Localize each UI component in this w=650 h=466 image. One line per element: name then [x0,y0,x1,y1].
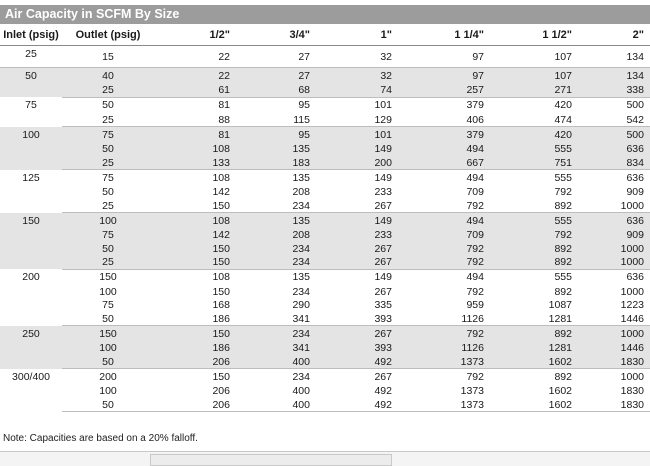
capacity-cell: 420 [486,127,574,143]
capacity-cell: 492 [312,398,394,412]
capacity-cell: 1000 [574,199,650,213]
header-inlet: Inlet (psig) [0,24,62,46]
capacity-cell: 892 [486,256,574,270]
capacity-cell: 61 [154,84,232,98]
capacity-cell: 81 [218,99,230,112]
outlet-cell: 100 [99,285,117,298]
outlet-cell: 75 [102,171,114,184]
table-row [0,269,650,285]
capacity-cell: 150 [154,242,232,256]
table-row [0,68,650,84]
capacity-cell: 32 [312,68,394,84]
capacity-cell: 186 [154,312,232,326]
capacity-cell: 134 [574,46,650,68]
table-row [0,170,650,186]
outlet-cell: 200 [99,370,117,383]
inlet-group [0,68,650,98]
capacity-cell: 1830 [620,385,644,398]
capacity-cell: 636 [574,213,650,229]
outlet-cell: 50 [102,186,114,199]
capacity-cell: 267 [374,285,392,298]
capacity-cell: 101 [312,127,394,143]
capacity-cell: 267 [312,199,394,213]
table-row [0,385,650,399]
capacity-cell: 108 [212,171,230,184]
outlet-cell: 25 [62,113,154,127]
header-outlet: Outlet (psig) [62,24,154,46]
table-row [0,84,650,98]
capacity-cell: 267 [312,242,394,256]
capacity-cell: 88 [154,113,232,127]
capacity-cell: 338 [574,84,650,98]
capacity-cell: 494 [394,213,486,229]
capacity-cell: 107 [486,46,574,68]
capacity-cell: 267 [312,326,394,342]
table-title: Air Capacity in SCFM By Size [0,5,650,24]
table-row [0,326,650,342]
capacity-cell: 1281 [486,342,574,356]
air-capacity-table [0,24,650,412]
capacity-cell: 1126 [394,312,486,326]
capacity-cell: 206 [154,398,232,412]
capacity-cell: 200 [312,156,394,170]
table-row [0,229,650,243]
inlet-cell: 250 [0,326,62,369]
capacity-cell: 1602 [486,355,574,369]
inlet-cell: 300/400 [12,370,50,383]
inlet-cell: 25 [0,46,62,68]
inlet-group [0,127,650,170]
capacity-cell: 81 [154,127,232,143]
inlet-cell: 150 [0,213,62,270]
inlet-cell: 125 [22,171,40,184]
capacity-cell: 1223 [620,299,644,312]
outlet-cell: 50 [102,99,114,112]
capacity-cell: 1830 [574,355,650,369]
inlet-group [0,97,650,127]
table-row [0,369,650,385]
capacity-cell: 206 [212,385,230,398]
capacity-cell: 22 [154,46,232,68]
outlet-cell: 100 [62,213,154,229]
capacity-cell: 27 [232,46,312,68]
capacity-cell: 233 [312,229,394,243]
capacity-cell: 95 [232,127,312,143]
outlet-cell: 50 [62,355,154,369]
capacity-cell: 32 [312,46,394,68]
capacity-cell: 379 [394,127,486,143]
capacity-cell: 406 [394,113,486,127]
capacity-cell: 150 [154,256,232,270]
viewer-toolbar[interactable] [150,454,392,466]
outlet-cell: 25 [62,84,154,98]
header-row [0,24,650,46]
outlet-cell: 150 [62,326,154,342]
capacity-cell: 135 [232,143,312,157]
capacity-cell: 135 [292,271,310,284]
capacity-cell: 555 [486,143,574,157]
header-size-three-quarter: 3/4" [232,24,312,46]
capacity-cell: 1126 [394,342,486,356]
capacity-cell: 1000 [574,242,650,256]
capacity-cell: 135 [232,213,312,229]
header-size-one-quarter: 1 1/4" [394,24,486,46]
capacity-cell: 97 [394,46,486,68]
capacity-cell: 257 [394,84,486,98]
header-size-two: 2" [574,24,650,46]
capacity-cell: 1602 [548,385,572,398]
table-row [0,143,650,157]
capacity-cell: 168 [212,299,230,312]
inlet-group [0,213,650,270]
footnote: Note: Capacities are based on a 20% falloff. [3,433,198,444]
capacity-cell: 542 [574,113,650,127]
capacity-cell: 792 [394,242,486,256]
table-row [0,342,650,356]
capacity-cell: 792 [466,370,484,383]
capacity-cell: 709 [466,186,484,199]
capacity-cell: 751 [486,156,574,170]
capacity-cell: 1087 [548,299,572,312]
table-row [0,46,650,68]
inlet-cell: 200 [22,271,40,283]
capacity-cell: 494 [394,143,486,157]
capacity-cell: 636 [626,171,644,184]
capacity-cell: 234 [232,199,312,213]
capacity-cell: 186 [154,342,232,356]
capacity-cell: 115 [232,113,312,127]
capacity-cell: 792 [394,199,486,213]
header-size-half: 1/2" [154,24,232,46]
capacity-cell: 149 [312,143,394,157]
capacity-cell: 135 [292,171,310,184]
inlet-group [0,326,650,369]
table-row [0,355,650,369]
table-row [0,242,650,256]
capacity-cell: 792 [466,285,484,298]
capacity-cell: 74 [312,84,394,98]
inlet-cell: 50 [0,68,62,98]
capacity-cell: 420 [554,99,572,112]
capacity-cell: 1000 [574,256,650,270]
capacity-cell: 1281 [486,312,574,326]
capacity-cell: 500 [626,99,644,112]
outlet-cell: 50 [62,242,154,256]
capacity-cell: 1446 [574,342,650,356]
capacity-cell: 129 [312,113,394,127]
capacity-cell: 892 [554,285,572,298]
capacity-cell: 134 [574,68,650,84]
capacity-cell: 1830 [574,398,650,412]
outlet-cell: 100 [99,385,117,398]
capacity-cell: 183 [232,156,312,170]
capacity-cell: 271 [486,84,574,98]
capacity-cell: 108 [212,271,230,284]
outlet-cell: 25 [62,156,154,170]
capacity-cell: 234 [292,285,310,298]
capacity-cell: 379 [466,99,484,112]
capacity-cell: 267 [312,256,394,270]
capacity-cell: 909 [626,186,644,199]
capacity-cell: 1373 [460,385,484,398]
capacity-cell: 341 [232,342,312,356]
outlet-cell: 25 [62,256,154,270]
capacity-cell: 234 [232,326,312,342]
outlet-cell: 75 [102,299,114,312]
table-row [0,127,650,143]
capacity-cell: 400 [232,355,312,369]
table-row [0,299,650,313]
header-size-one-half: 1 1/2" [486,24,574,46]
table-row [0,156,650,170]
capacity-cell: 792 [394,326,486,342]
capacity-cell: 290 [292,299,310,312]
capacity-cell: 150 [154,326,232,342]
inlet-cell: 75 [25,99,37,111]
capacity-cell: 792 [394,256,486,270]
table-row [0,186,650,200]
inlet-group [0,269,650,326]
capacity-cell: 1446 [574,312,650,326]
outlet-cell: 50 [62,143,154,157]
capacity-cell: 27 [232,68,312,84]
capacity-cell: 150 [212,370,230,383]
table-row [0,113,650,127]
capacity-cell: 667 [394,156,486,170]
capacity-cell: 68 [232,84,312,98]
inlet-group [0,46,650,68]
table-row [0,256,650,270]
capacity-cell: 208 [232,229,312,243]
capacity-cell: 142 [212,186,230,199]
table-row [0,285,650,299]
table-header [0,24,650,46]
capacity-cell: 555 [554,271,572,284]
capacity-cell: 555 [486,213,574,229]
capacity-cell: 393 [312,342,394,356]
outlet-cell: 100 [62,342,154,356]
table-row [0,398,650,412]
capacity-cell: 1000 [620,370,644,383]
capacity-cell: 400 [292,385,310,398]
capacity-cell: 95 [298,99,310,112]
capacity-cell: 149 [374,171,392,184]
outlet-cell: 75 [62,127,154,143]
capacity-cell: 108 [154,143,232,157]
capacity-cell: 133 [154,156,232,170]
capacity-cell: 834 [574,156,650,170]
capacity-cell: 341 [232,312,312,326]
capacity-cell: 792 [554,186,572,199]
outlet-cell: 50 [62,312,154,326]
table-row [0,97,650,113]
capacity-cell: 636 [626,271,644,284]
header-size-one: 1" [312,24,394,46]
capacity-cell: 107 [486,68,574,84]
capacity-cell: 234 [232,256,312,270]
capacity-cell: 1000 [574,326,650,342]
capacity-cell: 892 [486,199,574,213]
capacity-cell: 792 [486,229,574,243]
capacity-cell: 892 [554,370,572,383]
viewer-bottom-strip [0,451,650,466]
capacity-cell: 234 [232,242,312,256]
outlet-cell: 40 [62,68,154,84]
outlet-cell: 75 [62,229,154,243]
capacity-cell: 108 [154,213,232,229]
capacity-cell: 267 [374,370,392,383]
capacity-cell: 500 [574,127,650,143]
capacity-cell: 959 [466,299,484,312]
capacity-cell: 892 [486,326,574,342]
outlet-cell: 50 [62,398,154,412]
capacity-cell: 636 [574,143,650,157]
capacity-cell: 909 [574,229,650,243]
outlet-cell: 25 [62,199,154,213]
capacity-cell: 555 [554,171,572,184]
inlet-cell: 100 [0,127,62,170]
table-row [0,312,650,326]
capacity-cell: 494 [466,271,484,284]
capacity-cell: 142 [154,229,232,243]
capacity-cell: 208 [292,186,310,199]
capacity-cell: 892 [486,242,574,256]
capacity-cell: 234 [292,370,310,383]
capacity-cell: 492 [312,355,394,369]
capacity-cell: 149 [312,213,394,229]
capacity-cell: 233 [374,186,392,199]
capacity-cell: 150 [154,199,232,213]
capacity-cell: 206 [154,355,232,369]
capacity-cell: 150 [212,285,230,298]
inlet-group [0,170,650,213]
inlet-group [0,369,650,412]
table-row [0,213,650,229]
capacity-cell: 1602 [486,398,574,412]
capacity-cell: 149 [374,271,392,284]
outlet-cell: 150 [99,271,117,284]
table-row [0,199,650,213]
capacity-cell: 494 [466,171,484,184]
capacity-cell: 492 [374,385,392,398]
capacity-cell: 97 [394,68,486,84]
capacity-cell: 393 [312,312,394,326]
capacity-cell: 400 [232,398,312,412]
capacity-cell: 1373 [394,398,486,412]
capacity-cell: 101 [374,99,392,112]
capacity-cell: 709 [394,229,486,243]
capacity-cell: 1373 [394,355,486,369]
capacity-cell: 474 [486,113,574,127]
capacity-cell: 1000 [620,285,644,298]
capacity-cell: 335 [374,299,392,312]
outlet-cell: 15 [62,46,154,68]
capacity-cell: 22 [154,68,232,84]
